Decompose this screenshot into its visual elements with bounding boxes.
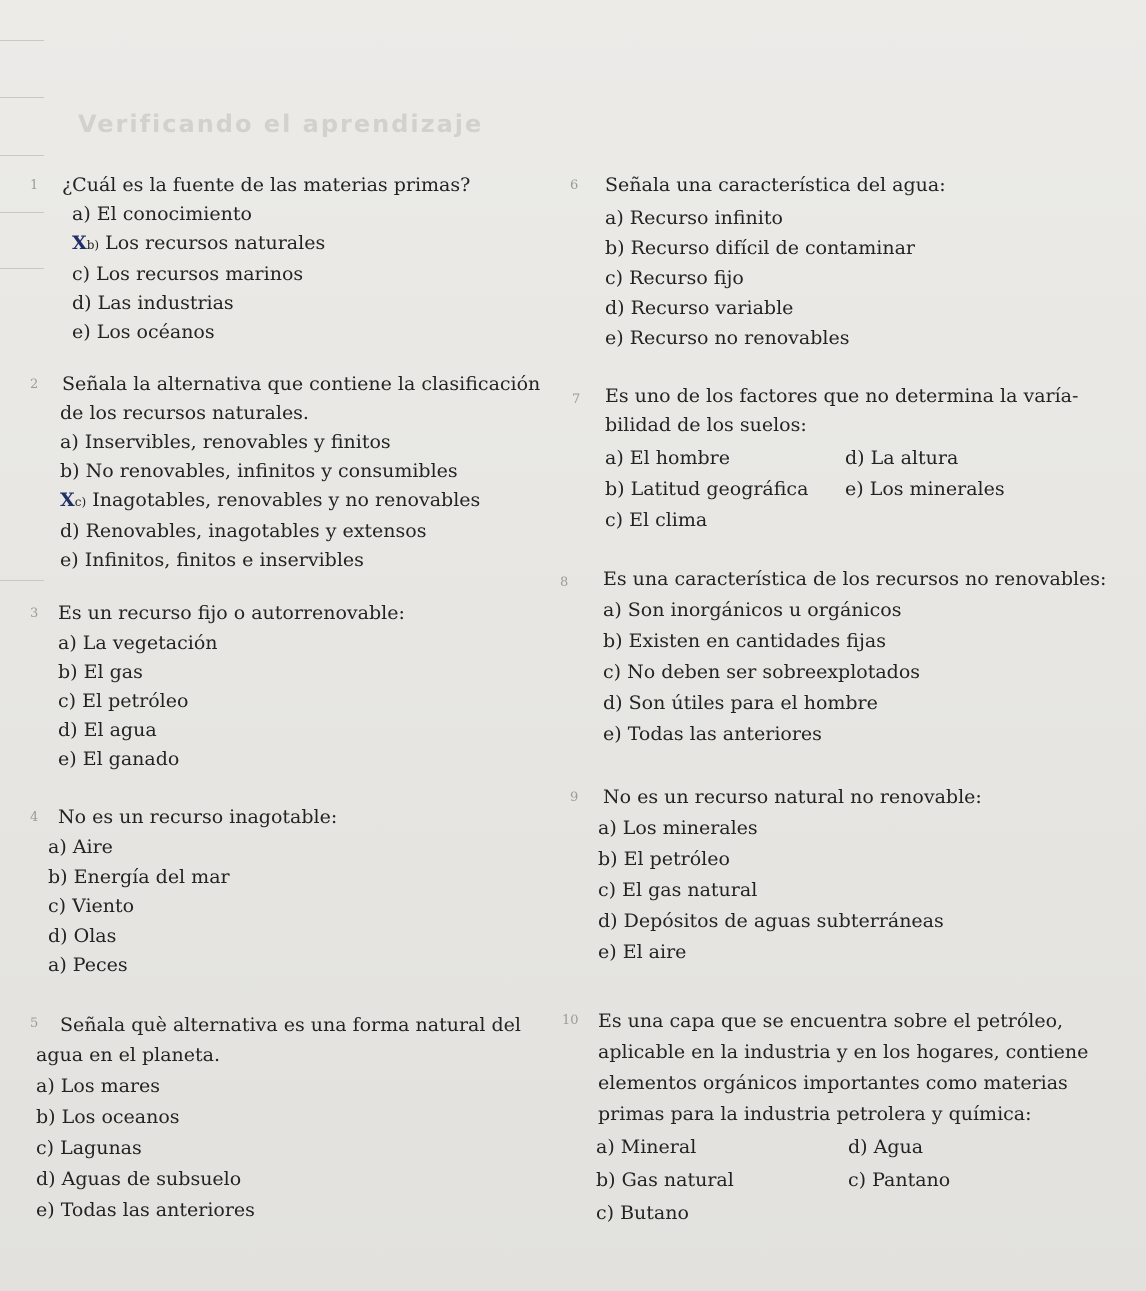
- option: e) El ganado: [58, 748, 180, 770]
- edge-line: [0, 212, 44, 213]
- option: c) Butano: [596, 1202, 689, 1224]
- option: c) Viento: [48, 895, 135, 917]
- question-number: 7: [572, 392, 581, 407]
- option: e) Recurso no renovables: [605, 327, 850, 349]
- option: b) No renovables, infinitos y consumibles: [60, 460, 458, 482]
- question-number: 5: [30, 1016, 39, 1031]
- question-4: [58, 803, 337, 832]
- option: a) Peces: [48, 954, 128, 976]
- option: e) Todas las anteriores: [36, 1199, 255, 1221]
- question-number: 1: [30, 178, 39, 193]
- question-stem: Es una capa que se encuentra sobre el petróleo,: [598, 1010, 1064, 1032]
- option-row: [605, 474, 1005, 505]
- option-marked: [72, 229, 325, 260]
- option-row: [596, 1164, 950, 1197]
- question-number: 4: [30, 810, 39, 825]
- question-9-options: [598, 813, 944, 968]
- option: e) Los océanos: [72, 321, 215, 343]
- question-stem: primas para la industria petrolera y química:: [598, 1103, 1032, 1125]
- question-2: [62, 370, 540, 399]
- option: b) Latitud geográfica: [605, 478, 809, 500]
- option: d) El agua: [58, 719, 157, 741]
- question-3-options: [58, 629, 218, 774]
- option: b) Existen en cantidades fijas: [603, 630, 886, 652]
- answer-mark: X: [72, 232, 87, 254]
- option: d) La altura: [845, 447, 959, 469]
- option: a) Los minerales: [598, 817, 758, 839]
- option-row: [605, 505, 1005, 536]
- question-number: 8: [560, 575, 569, 590]
- edge-line: [0, 155, 44, 156]
- question-stem: No es un recurso natural no renovable:: [603, 786, 982, 808]
- option: d) Olas: [48, 924, 117, 947]
- option: c) Lagunas: [36, 1137, 142, 1159]
- option-letter: c): [74, 495, 87, 509]
- option: b) Energía del mar: [48, 865, 230, 888]
- option-row: [605, 443, 1005, 474]
- question-8-options: [603, 595, 920, 750]
- option-marked: [60, 486, 480, 517]
- question-stem: aplicable en la industria y en los hogares, contiene: [598, 1041, 1089, 1063]
- option: c) Pantano: [848, 1169, 951, 1191]
- option: c) El petróleo: [58, 690, 189, 712]
- option: b) Gas natural: [596, 1169, 734, 1191]
- edge-line: [0, 97, 44, 98]
- option: e) Los minerales: [845, 478, 1005, 500]
- option: b) El petróleo: [598, 848, 730, 870]
- question-stem: No es un recurso inagotable:: [58, 806, 338, 828]
- option-row: [596, 1197, 950, 1230]
- question-stem: Señala una característica del agua:: [605, 174, 946, 196]
- option: e) Infinitos, finitos e inservibles: [60, 549, 364, 571]
- question-number: 6: [570, 178, 579, 193]
- question-stem: Señala la alternativa que contiene la clasificación: [62, 373, 541, 395]
- option: a) La vegetación: [58, 632, 218, 654]
- option: b) Recurso difícil de contaminar: [605, 237, 916, 259]
- option: a) Inservibles, renovables y finitos: [60, 431, 391, 453]
- question-number: 10: [562, 1013, 579, 1028]
- question-5: [60, 1011, 521, 1040]
- question-6: [605, 171, 946, 200]
- question-stem: ¿Cuál es la fuente de las materias primas?: [62, 174, 471, 196]
- option: a) Son inorgánicos u orgánicos: [603, 599, 902, 621]
- option: d) Son útiles para el hombre: [603, 692, 878, 714]
- question-stem: agua en el planeta.: [36, 1044, 221, 1066]
- question-stem: Señala què alternativa es una forma natural del: [60, 1014, 521, 1036]
- option-letter: b): [86, 238, 100, 252]
- question-stem: Es un recurso fijo o autorrenovable:: [58, 602, 405, 624]
- question-number: 2: [30, 377, 39, 392]
- option: a) Mineral: [596, 1136, 697, 1158]
- question-8: [603, 565, 1106, 594]
- question-number: 3: [30, 606, 39, 621]
- option: d) Depósitos de aguas subterráneas: [598, 910, 944, 932]
- option: d) Agua: [848, 1136, 924, 1158]
- option-row: [596, 1131, 950, 1164]
- option-text: Los recursos naturales: [105, 232, 326, 254]
- option: d) Aguas de subsuelo: [36, 1168, 242, 1190]
- edge-line: [0, 268, 44, 269]
- question-1: [62, 171, 470, 200]
- question-4-options: [48, 833, 230, 981]
- edge-line: [0, 40, 44, 41]
- question-stem: Es uno de los factores que no determina la varía-: [605, 385, 1079, 407]
- question-5-options: [36, 1040, 255, 1226]
- option-text: Inagotables, renovables y no renovables: [92, 489, 481, 511]
- option: d) Recurso variable: [605, 297, 794, 319]
- option: b) Los oceanos: [36, 1106, 180, 1128]
- question-stem: de los recursos naturales.: [60, 402, 309, 424]
- question-7: [605, 382, 1078, 440]
- option: c) El gas natural: [598, 879, 758, 901]
- option: a) Aire: [48, 836, 113, 858]
- option: a) Recurso infinito: [605, 207, 783, 229]
- option: d) Renovables, inagotables y extensos: [60, 520, 427, 542]
- option: e) Todas las anteriores: [603, 723, 822, 745]
- question-10: [598, 1006, 1088, 1130]
- question-3: [58, 599, 405, 628]
- question-stem: bilidad de los suelos:: [605, 414, 807, 436]
- option: e) El aire: [598, 941, 687, 963]
- question-2-options: [60, 399, 480, 575]
- option: c) Los recursos marinos: [72, 263, 304, 285]
- question-7-options: [605, 443, 1005, 536]
- option: a) El hombre: [605, 447, 730, 469]
- section-title: Verificando el aprendizaje: [78, 110, 484, 138]
- question-10-options: [596, 1131, 950, 1230]
- edge-line: [0, 580, 44, 581]
- option: a) Los mares: [36, 1075, 161, 1097]
- answer-mark: X: [60, 489, 75, 511]
- question-stem: elementos orgánicos importantes como materias: [598, 1072, 1068, 1094]
- option: a) El conocimiento: [72, 203, 252, 225]
- option: b) El gas: [58, 661, 143, 683]
- question-9: [603, 783, 982, 812]
- option: c) No deben ser sobreexplotados: [603, 661, 921, 683]
- question-stem: Es una característica de los recursos no renovables:: [603, 568, 1107, 590]
- option: c) Recurso fijo: [605, 267, 744, 289]
- question-6-options: [605, 203, 915, 353]
- option: c) El clima: [605, 509, 708, 531]
- option: d) Las industrias: [72, 292, 234, 314]
- question-number: 9: [570, 790, 579, 805]
- question-1-options: [72, 200, 325, 347]
